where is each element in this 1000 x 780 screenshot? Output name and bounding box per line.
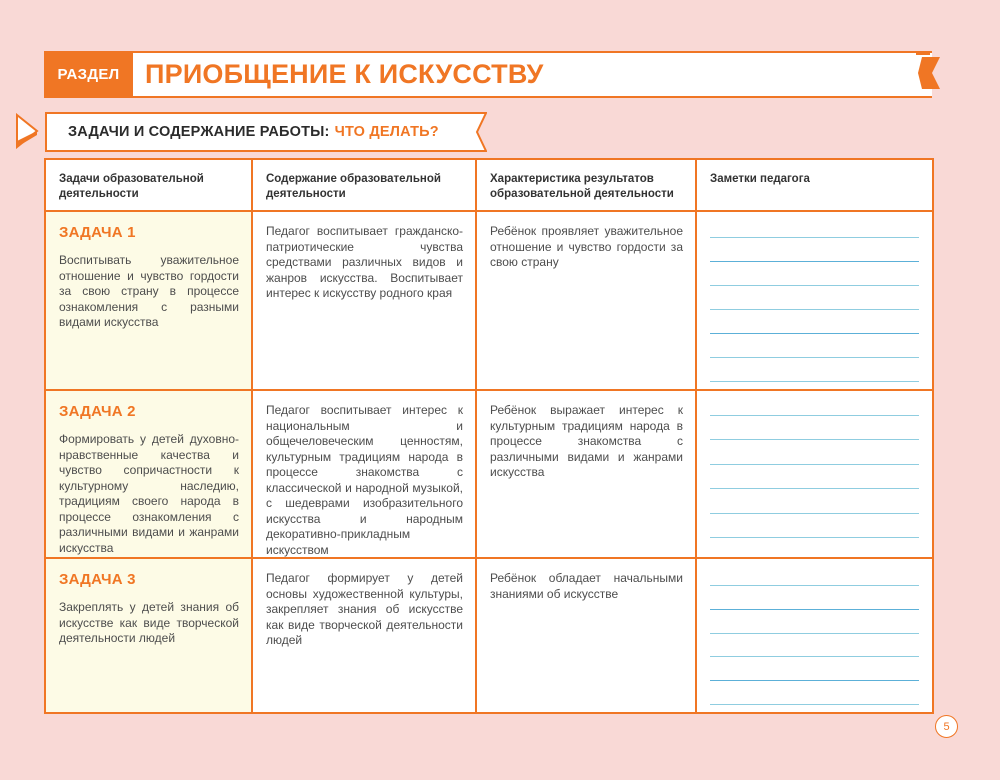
section-tag: РАЗДЕЛ bbox=[44, 51, 133, 98]
task-title: ЗАДАЧА 2 bbox=[59, 403, 136, 420]
notes-line bbox=[710, 309, 919, 310]
result-cell-3 bbox=[477, 559, 697, 712]
content-cell-1 bbox=[253, 212, 477, 391]
task-text: Формировать у детей духовно-нравственные качества и чувство сопричастности к культурному наследию, традициям своего народа в процессе ознакомления с различными видами и жанрами искусства bbox=[59, 432, 239, 555]
play-arrow-icon bbox=[14, 113, 40, 149]
notes-line bbox=[710, 680, 919, 681]
notes-line bbox=[710, 633, 919, 634]
content-text: Педагог воспитывает интерес к национальным и общечеловеческим ценностям, культурным традициям народа в процессе знакомства с классической и народной музыкой, с шедеврами изобразительного искусства и народным декоративно-прикладным искусством bbox=[266, 403, 463, 557]
notes-line bbox=[710, 415, 919, 416]
notes-line bbox=[710, 357, 919, 358]
content-cell-3 bbox=[253, 559, 477, 712]
result-cell-1 bbox=[477, 212, 697, 391]
notes-line bbox=[710, 381, 919, 382]
task-title: ЗАДАЧА 1 bbox=[59, 224, 136, 241]
column-header-notes: Заметки педагога bbox=[697, 160, 932, 212]
notes-line bbox=[710, 285, 919, 286]
section-title-box bbox=[133, 51, 932, 98]
notes-lines bbox=[710, 212, 919, 389]
column-header-tasks: Задачи образовательной деятельности bbox=[46, 160, 253, 212]
task-cell-1 bbox=[46, 212, 253, 391]
result-text: Ребёнок выражает интерес к культурным традициям народа в процессе знакомства с различными видами и жанрами искусства bbox=[490, 403, 683, 479]
task-text: Закреплять у детей знания об искусстве как виде творческой деятельности людей bbox=[59, 600, 239, 645]
task-text: Воспитывать уважительное отношение и чувство гордости за свою страну в процессе ознакомления с разными видами искусства bbox=[59, 253, 239, 329]
column-header-results: Характеристика результатов образовательной деятельности bbox=[477, 160, 697, 212]
section-title: ПРИОБЩЕНИЕ К ИСКУССТВУ bbox=[145, 59, 544, 89]
notes-cell-3[interactable] bbox=[697, 559, 932, 712]
notes-line bbox=[710, 464, 919, 465]
subheader-title bbox=[68, 112, 439, 152]
notes-line bbox=[710, 237, 919, 238]
column-header-content: Содержание образовательной деятельности bbox=[253, 160, 477, 212]
task-cell-2 bbox=[46, 391, 253, 559]
notes-line bbox=[710, 704, 919, 705]
notes-line bbox=[710, 261, 919, 262]
notes-line bbox=[710, 609, 919, 610]
notes-lines bbox=[710, 391, 919, 557]
result-cell-2 bbox=[477, 391, 697, 559]
result-text: Ребёнок проявляет уважительное отношение и чувство гордости за свою страну bbox=[490, 224, 683, 269]
notes-line bbox=[710, 537, 919, 538]
notes-cell-2[interactable] bbox=[697, 391, 932, 559]
notes-line bbox=[710, 439, 919, 440]
section-banner bbox=[44, 51, 932, 98]
tasks-table bbox=[44, 158, 934, 714]
task-cell-3 bbox=[46, 559, 253, 712]
notes-line bbox=[710, 513, 919, 514]
subheader-label: ЗАДАЧИ И СОДЕРЖАНИЕ РАБОТЫ: bbox=[68, 124, 330, 140]
ribbon-notch-icon bbox=[916, 53, 942, 93]
content-cell-2 bbox=[253, 391, 477, 559]
page-number: 5 bbox=[935, 715, 958, 738]
notes-line bbox=[710, 488, 919, 489]
notes-line bbox=[710, 333, 919, 334]
notes-lines bbox=[710, 559, 919, 712]
notes-line bbox=[710, 656, 919, 657]
subheader-accent: ЧТО ДЕЛАТЬ? bbox=[334, 124, 439, 140]
notes-cell-1[interactable] bbox=[697, 212, 932, 391]
task-title: ЗАДАЧА 3 bbox=[59, 571, 136, 588]
notes-line bbox=[710, 585, 919, 586]
content-text: Педагог воспитывает гражданско-патриотические чувства средствами различных видов и жанров искусства. Воспитывает интерес к искусству родного края bbox=[266, 224, 463, 300]
result-text: Ребёнок обладает начальными знаниями об искусстве bbox=[490, 571, 683, 601]
content-text: Педагог формирует у детей основы художественной культуры, закрепляет знания об искусстве как виде творческой деятельности людей bbox=[266, 571, 463, 647]
